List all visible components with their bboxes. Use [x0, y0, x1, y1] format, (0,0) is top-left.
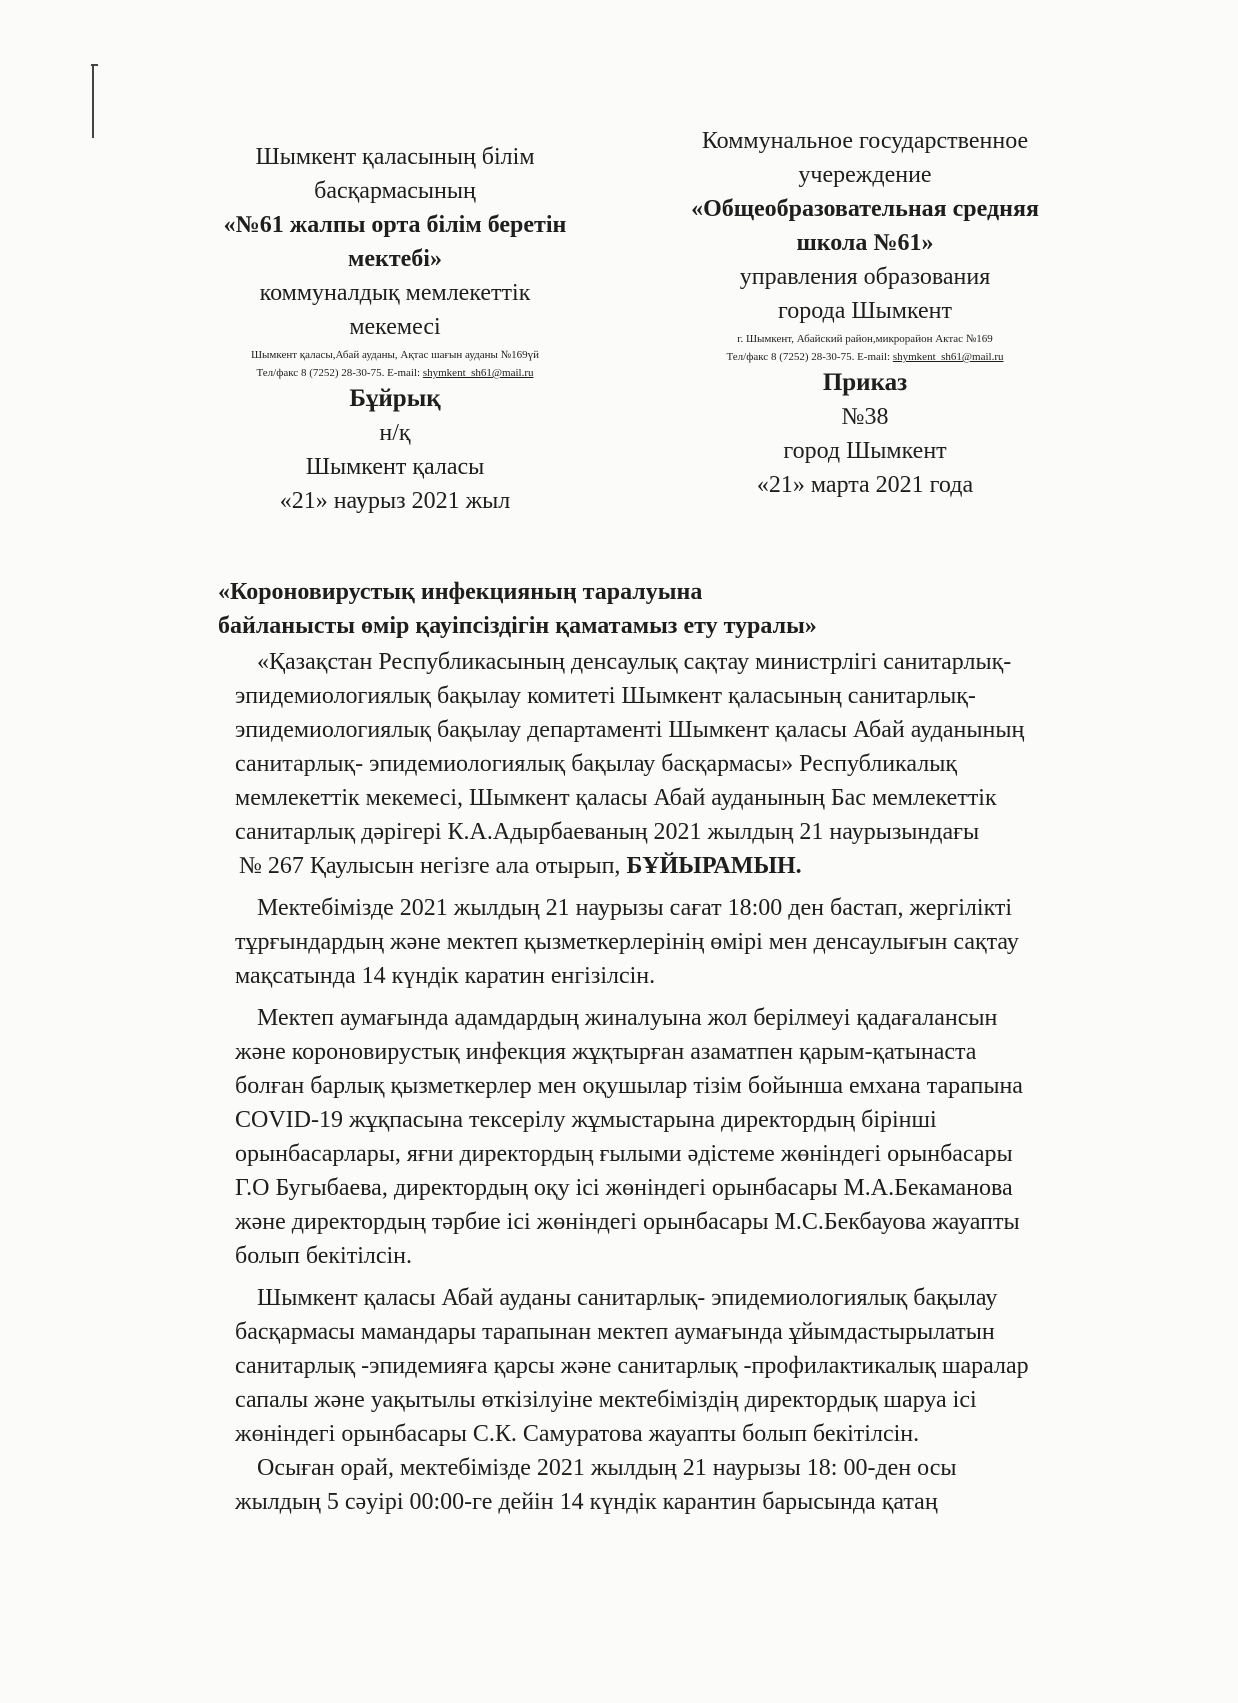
- subject-line: байланысты өмір қауіпсіздігін қаматамыз ету туралы»: [218, 613, 817, 639]
- body-line: COVID-19 жұқпасына тексерілу жұмыстарына директордың бірінші: [235, 1107, 937, 1133]
- paragraph-accordingly: [235, 1451, 1095, 1519]
- org-name-kz-line: Шымкент қаласының білім: [255, 144, 535, 170]
- paragraph-quarantine: [235, 891, 1095, 993]
- address-kz: Шымкент қаласы,Абай ауданы, Ақтас шағын ауданы №169үй: [250, 349, 540, 361]
- org-type-kz: коммуналдық мемлекеттік: [259, 280, 531, 306]
- phone-kz: Тел/факс 8 (7252) 28-30-75. E-mail:: [256, 367, 423, 379]
- order-number-ru: №38: [841, 404, 889, 430]
- order-title-kz: Бұйрық: [349, 385, 441, 412]
- body-line: және короновирустық инфекция жұқтырған азаматпен қарым-қатынаста: [235, 1039, 977, 1065]
- subject-line: «Короновирустық инфекцияның таралуына: [218, 579, 703, 605]
- paragraph-sanitary: [235, 1281, 1095, 1451]
- paragraph-basis: [235, 645, 1095, 883]
- body-line: эпидемиологиялық бақылау комитеті Шымкент қаласының санитарлық-: [235, 683, 976, 709]
- body-line: «Қазақстан Республикасының денсаулық сақтау министрлігі санитарлық-: [257, 649, 1012, 675]
- body-line: эпидемиологиялық бақылау департаменті Шымкент қаласы Абай ауданының: [235, 717, 1025, 743]
- org-type-kz: мекемесі: [349, 314, 441, 340]
- org-name-kz-line: басқармасының: [314, 178, 476, 204]
- body-line: сапалы және уақытылы өткізілуіне мектебіміздің директордық шаруа ісі: [235, 1387, 977, 1413]
- school-name-ru: школа №61»: [796, 230, 934, 256]
- org-name-ru-line: города Шымкент: [778, 298, 952, 324]
- body-line: санитарлық- эпидемиологиялық бақылау басқармасы» Республикалық: [235, 751, 957, 777]
- header-ru: [640, 124, 1090, 502]
- order-city-kz: Шымкент қаласы: [305, 454, 485, 480]
- email-link-kz[interactable]: shymkent_sh61@mail.ru: [422, 367, 534, 379]
- body-line: санитарлық -эпидемияға қарсы және санитарлық -профилактикалық шаралар: [235, 1353, 1029, 1379]
- school-name-kz: мектебі»: [348, 246, 442, 272]
- body-line: Осыған орай, мектебімізде 2021 жылдың 21 наурызы 18: 00-ден осы: [257, 1455, 957, 1481]
- order-subject: [218, 575, 817, 643]
- order-date-ru: «21» марта 2021 года: [756, 472, 974, 498]
- body-line: Г.О Бугыбаева, директордың оқу ісі жөніндегі орынбасары М.А.Бекаманова: [235, 1175, 1013, 1201]
- org-type-ru: учереждение: [798, 162, 932, 188]
- body-line: жөніндегі орынбасары С.К. Самуратова жауапты болып бекітілсін.: [235, 1421, 920, 1447]
- resolution-ref: № 267 Қаулысын негізге ала отырып,: [239, 853, 627, 879]
- body-line: Мектебімізде 2021 жылдың 21 наурызы сағат 18:00 ден бастап, жергілікті: [257, 895, 1013, 921]
- body-line: болып бекітілсін.: [235, 1243, 413, 1269]
- body-line: жылдың 5 сәуірі 00:00-ге дейін 14 күндік карантин барысында қатаң: [235, 1489, 938, 1515]
- order-number-kz: н/қ: [379, 420, 411, 446]
- contact-ru: [640, 350, 1090, 364]
- order-city-ru: город Шымкент: [783, 438, 947, 464]
- body-line: мемлекеттік мекемесі, Шымкент қаласы Абай ауданының Бас мемлекеттік: [235, 785, 997, 811]
- school-name-kz: «№61 жалпы орта білім беретін: [223, 212, 567, 238]
- body-line: басқармасы мамандары тарапынан мектеп аумағында ұйымдастырылатын: [235, 1319, 995, 1345]
- body-line: Мектеп аумағында адамдардың жиналуына жол берілмеуі қадағалансын: [257, 1005, 998, 1031]
- phone-ru: Тел/факс 8 (7252) 28-30-75. E-mail:: [726, 351, 893, 363]
- address-ru: г. Шымкент, Абайский район,микрорайон Актас №169: [737, 333, 993, 345]
- org-type-ru: Коммунальное государственное: [701, 128, 1029, 154]
- body-line: мақсатында 14 күндік каратин енгізілсін.: [235, 963, 656, 989]
- email-link-ru[interactable]: shymkent_sh61@mail.ru: [892, 351, 1004, 363]
- body-line: санитарлық дәрігері К.А.Адырбаеваның 2021 жылдың 21 наурызындағы: [235, 819, 980, 845]
- scan-margin-mark: [92, 64, 98, 138]
- body-line: Шымкент қаласы Абай ауданы санитарлық- эпидемиологиялық бақылау: [257, 1285, 998, 1311]
- body-line: тұрғындардың және мектеп қызметкерлерінің өмірі мен денсаулығын сақтау: [235, 929, 1019, 955]
- school-name-ru: «Общеобразовательная средняя: [691, 196, 1039, 222]
- header-kz: [200, 140, 590, 518]
- paragraph-responsibles: [235, 1001, 1095, 1273]
- body-line: [235, 849, 1095, 883]
- decree-word: БҰЙЫРАМЫН.: [626, 853, 802, 879]
- order-date-kz: «21» наурыз 2021 жыл: [279, 488, 511, 514]
- order-title-ru: Приказ: [822, 369, 908, 396]
- contact-kz: [200, 366, 590, 380]
- body-line: орынбасарлары, яғни директордың ғылыми әдістеме жөніндегі орынбасары: [235, 1141, 1013, 1167]
- body-line: және директордың тәрбие ісі жөніндегі орынбасары М.С.Бекбауова жауапты: [235, 1209, 1020, 1235]
- org-name-ru-line: управления образования: [739, 264, 991, 290]
- body-line: болған барлық қызметкерлер мен оқушылар тізім бойынша емхана тарапына: [235, 1073, 1023, 1099]
- order-body: [235, 645, 1095, 1519]
